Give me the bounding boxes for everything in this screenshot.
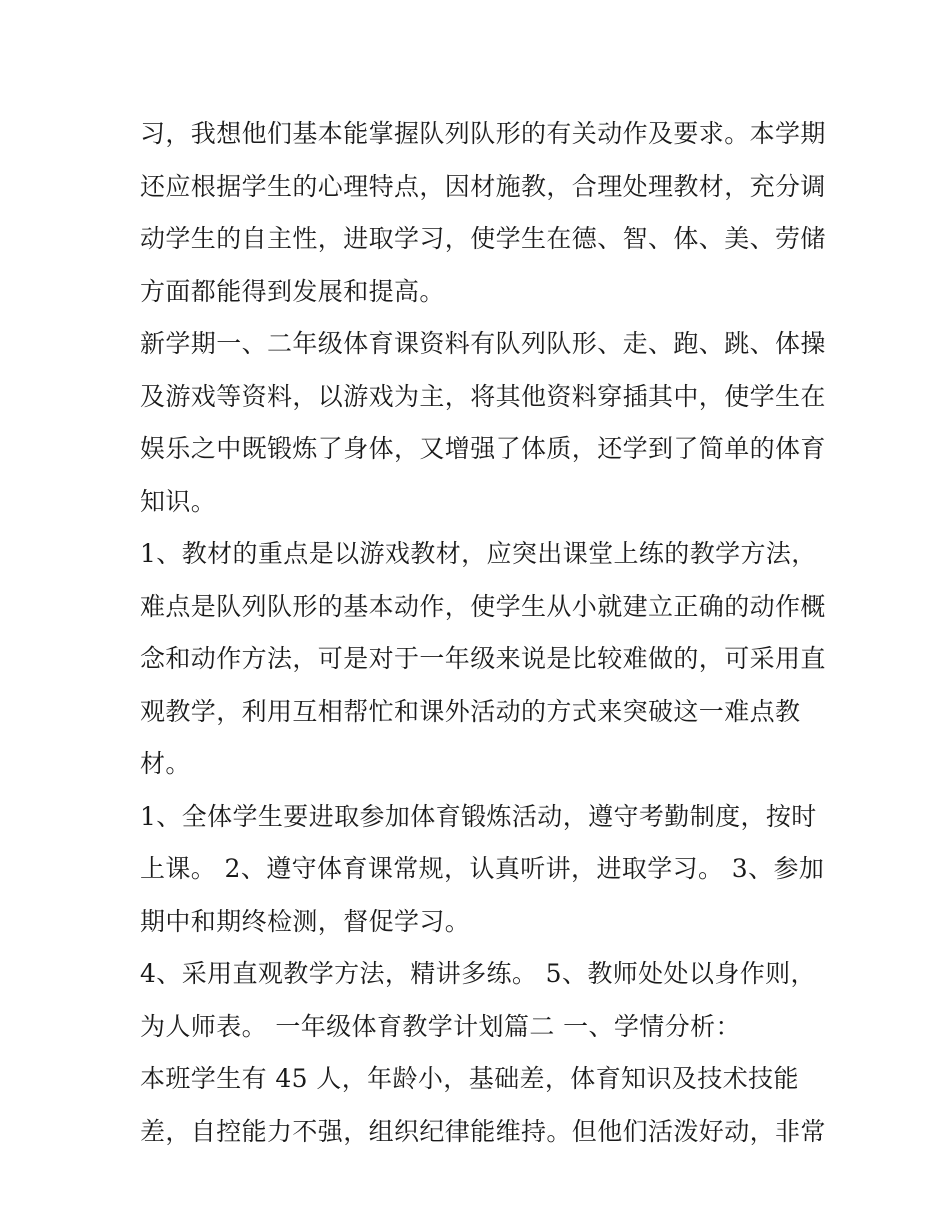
text-line: 新学期一、二年级体育课资料有队列队形、走、跑、跳、体操: [140, 329, 826, 358]
text-line: 差，自控能力不强，组织纪律能维持。但他们活泼好动，非常: [140, 1116, 826, 1146]
text-line: 及游戏等资料，以游戏为主，将其他资料穿插其中，使学生在: [140, 381, 826, 411]
text-line: 观教学，利用互相帮忙和课外活动的方式来突破这一难点教: [140, 696, 801, 726]
text-line: 动学生的自主性，进取学习，使学生在德、智、体、美、劳储: [140, 224, 826, 253]
text-line: 知识。: [140, 486, 217, 516]
text-line: 上课。 2、遵守体育课常规，认真听讲，进取学习。 3、参加: [140, 854, 825, 883]
text-line: 娱乐之中既锻炼了身体，又增强了体质，还学到了简单的体育: [140, 434, 826, 463]
text-line: 习，我想他们基本能掌握队列队形的有关动作及要求。本学期: [140, 119, 826, 148]
document-body: [140, 108, 826, 1158]
text-line: 本班学生有 45 人，年龄小，基础差，体育知识及技术技能: [140, 1064, 799, 1093]
text-line: 材。: [140, 749, 191, 778]
text-line: 1、教材的重点是以游戏教材，应突出课堂上练的教学方法，: [140, 539, 817, 568]
text-line: 念和动作方法，可是对于一年级来说是比较难做的，可采用直: [140, 644, 826, 673]
text-line: 4、采用直观教学方法，精讲多练。 5、教师处处以身作则，: [140, 959, 816, 988]
text-line: 期中和期终检测，督促学习。: [140, 906, 471, 936]
text-line: 1、全体学生要进取参加体育锻炼活动，遵守考勤制度，按时: [140, 801, 817, 831]
text-line: 还应根据学生的心理特点，因材施教，合理处理教材，充分调: [140, 171, 826, 201]
text-line: 方面都能得到发展和提高。: [140, 276, 445, 306]
text-line: 难点是队列队形的基本动作，使学生从小就建立正确的动作概: [140, 591, 826, 621]
text-line: 为人师表。 一年级体育教学计划篇二 一、学情分析：: [140, 1011, 741, 1041]
